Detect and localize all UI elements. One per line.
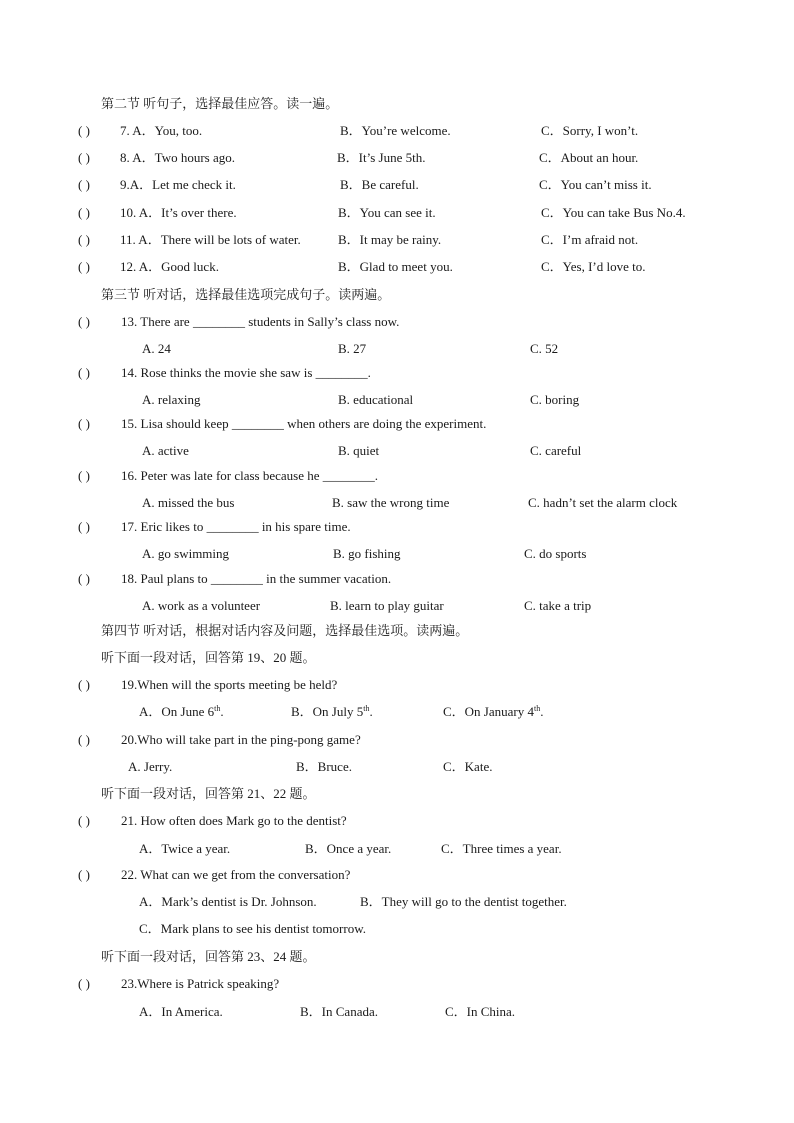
- answer-blank[interactable]: ( ): [78, 416, 90, 431]
- answer-blank[interactable]: ( ): [78, 468, 90, 483]
- question-stem: 22. What can we get from the conversation?: [121, 867, 351, 882]
- question-stem: 18. Paul plans to ________ in the summer vacation.: [121, 571, 392, 586]
- question-stem: 21. How often does Mark go to the dentist?: [121, 813, 347, 828]
- answer-blank[interactable]: ( ): [78, 177, 90, 192]
- option-c: C. boring: [530, 392, 580, 407]
- option-b: B．They will go to the dentist together.: [360, 894, 567, 909]
- option-b: B．In Canada.: [300, 1004, 378, 1019]
- option-b: B．Be careful.: [340, 177, 419, 192]
- option-a: A. go swimming: [142, 546, 230, 561]
- answer-blank[interactable]: ( ): [78, 571, 90, 586]
- option-a: A．Mark’s dentist is Dr. Johnson.: [139, 894, 317, 909]
- group-instruction-23-24: 听下面一段对话，回答第 23、24 题。: [101, 949, 316, 964]
- question-stem: 8. A．Two hours ago.: [120, 150, 236, 165]
- answer-blank[interactable]: ( ): [78, 813, 90, 828]
- question-stem: 17. Eric likes to ________ in his spare time.: [121, 519, 351, 534]
- option-c: C．In China.: [445, 1004, 516, 1019]
- option-c: C. 52: [530, 341, 559, 356]
- option-c: C．Three times a year.: [441, 841, 562, 856]
- option-a: A. Jerry.: [128, 759, 173, 774]
- answer-blank[interactable]: ( ): [78, 123, 90, 138]
- option-c: C．About an hour.: [539, 150, 639, 165]
- option-b: B. saw the wrong time: [332, 495, 450, 510]
- question-stem: 11. A．There will be lots of water.: [120, 232, 301, 247]
- question-stem: 7. A．You, too.: [120, 123, 203, 138]
- option-c: C．You can’t miss it.: [539, 177, 652, 192]
- option-c: C．Kate.: [443, 759, 493, 774]
- option-b: B．You can see it.: [338, 205, 436, 220]
- option-c: C. take a trip: [524, 598, 592, 613]
- option-c: C. hadn’t set the alarm clock: [528, 495, 678, 510]
- option-b: B．It’s June 5th.: [337, 150, 426, 165]
- question-stem: 14. Rose thinks the movie she saw is ________.: [121, 365, 371, 380]
- option-a: A．Twice a year.: [139, 841, 231, 856]
- option-c: C. do sports: [524, 546, 587, 561]
- question-stem: 9.A．Let me check it.: [120, 177, 236, 192]
- option-c: C．On January 4th.: [443, 704, 544, 719]
- answer-blank[interactable]: ( ): [78, 519, 90, 534]
- option-b: B．Once a year.: [305, 841, 392, 856]
- answer-blank[interactable]: ( ): [78, 867, 90, 882]
- option-b: B．Glad to meet you.: [338, 259, 453, 274]
- option-b: B. educational: [338, 392, 414, 407]
- answer-blank[interactable]: ( ): [78, 365, 90, 380]
- option-a: A. relaxing: [142, 392, 201, 407]
- question-stem: 19.When will the sports meeting be held?: [121, 677, 338, 692]
- answer-blank[interactable]: ( ): [78, 232, 90, 247]
- option-c: C．Yes, I’d love to.: [541, 259, 646, 274]
- question-stem: 12. A．Good luck.: [120, 259, 219, 274]
- option-a: A．In America.: [139, 1004, 223, 1019]
- answer-blank[interactable]: ( ): [78, 205, 90, 220]
- option-a: A．On June 6th.: [139, 704, 224, 719]
- option-b: B. learn to play guitar: [330, 598, 444, 613]
- option-a: A. work as a volunteer: [142, 598, 261, 613]
- section-2-header: 第二节 听句子，选择最佳应答。读一遍。: [101, 96, 339, 111]
- answer-blank[interactable]: ( ): [78, 150, 90, 165]
- option-b: B. 27: [338, 341, 367, 356]
- option-b: B. quiet: [338, 443, 380, 458]
- group-instruction-19-20: 听下面一段对话，回答第 19、20 题。: [101, 650, 316, 665]
- answer-blank[interactable]: ( ): [78, 677, 90, 692]
- question-stem: 13. There are ________ students in Sally’s class now.: [121, 314, 400, 329]
- option-c: C．You can take Bus No.4.: [541, 205, 686, 220]
- option-a: A. missed the bus: [142, 495, 235, 510]
- question-stem: 23.Where is Patrick speaking?: [121, 976, 280, 991]
- question-stem: 10. A．It’s over there.: [120, 205, 237, 220]
- answer-blank[interactable]: ( ): [78, 314, 90, 329]
- option-b: B．You’re welcome.: [340, 123, 451, 138]
- question-stem: 16. Peter was late for class because he ________.: [121, 468, 379, 483]
- group-instruction-21-22: 听下面一段对话，回答第 21、22 题。: [101, 786, 316, 801]
- question-stem: 20.Who will take part in the ping-pong game?: [121, 732, 361, 747]
- option-c: C. careful: [530, 443, 582, 458]
- option-b: B．Bruce.: [296, 759, 352, 774]
- option-a: A. active: [142, 443, 189, 458]
- section-4-header: 第四节 听对话，根据对话内容及问题，选择最佳选项。读两遍。: [101, 623, 469, 638]
- option-a: A. 24: [142, 341, 171, 356]
- option-b: B．On July 5th.: [291, 704, 373, 719]
- option-b: B. go fishing: [333, 546, 401, 561]
- option-c: C．Mark plans to see his dentist tomorrow.: [139, 921, 366, 936]
- answer-blank[interactable]: ( ): [78, 259, 90, 274]
- option-b: B．It may be rainy.: [338, 232, 442, 247]
- section-3-header: 第三节 听对话，选择最佳选项完成句子。读两遍。: [101, 287, 391, 302]
- answer-blank[interactable]: ( ): [78, 976, 90, 991]
- question-stem: 15. Lisa should keep ________ when others are doing the experiment.: [121, 416, 487, 431]
- option-c: C．I’m afraid not.: [541, 232, 639, 247]
- option-c: C．Sorry, I won’t.: [541, 123, 639, 138]
- answer-blank[interactable]: ( ): [78, 732, 90, 747]
